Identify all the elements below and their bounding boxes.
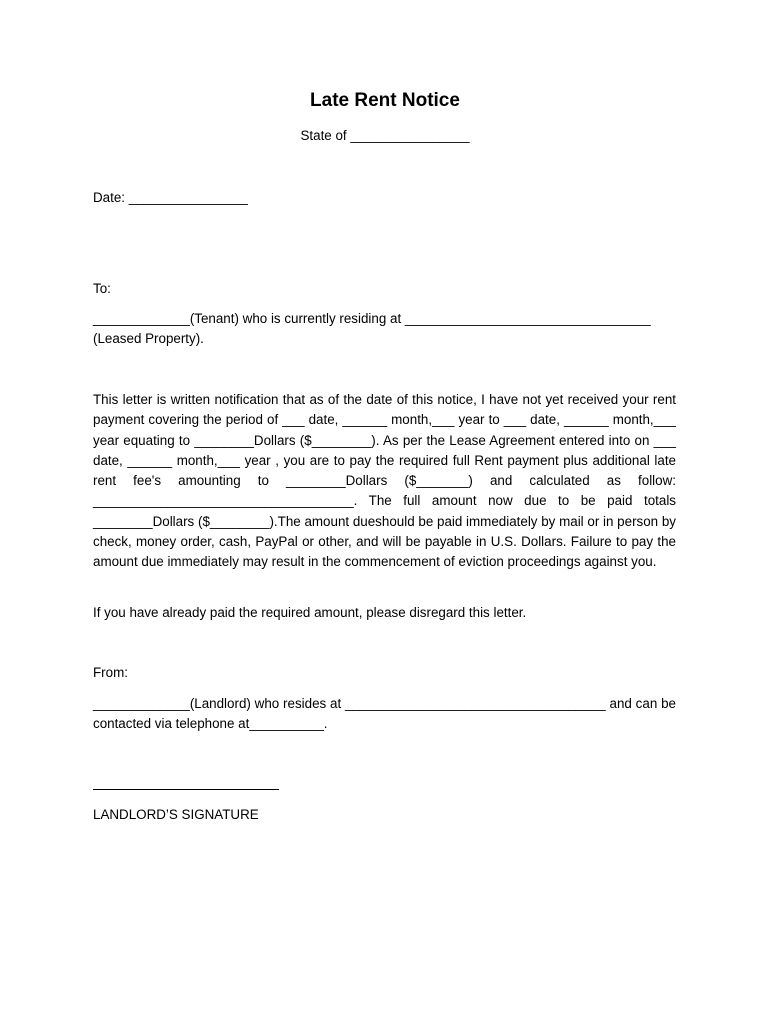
to-label: To: <box>93 281 111 296</box>
notice-body-paragraph: This letter is written notification that as of the date of this notice, I have not yet received your rent payment covering the period of ___ date, ______ month,___ year to ___ date, ______ month,___ year equating to ________Dollars ($________). As per the Lease Agreement entered into on ___ date, ______ month,___ year , you are to pay the required full Rent payment plus additional late rent fee's amounting to ________Dollars ($_______) and calculated as follow: ___________________________________. The full amount now due to be paid totals ________Dollars ($________).The amount dueshould be paid immediately by mail or in person by check, money order, cash, PayPal or other, and will be payable in U.S. Dollars. Failure to pay the amount due immediately may result in the commencement of eviction proceedings against you. <box>93 392 676 570</box>
from-label: From: <box>93 665 128 680</box>
date-line: Date: ________________ <box>93 190 248 205</box>
tenant-line-2: (Leased Property). <box>93 331 204 346</box>
document-title: Late Rent Notice <box>310 90 460 111</box>
signature-line <box>93 789 279 790</box>
tenant-line-1: _____________(Tenant) who is currently residing at _________________________________ <box>93 311 651 326</box>
signature-label: LANDLORD’S SIGNATURE <box>93 807 259 822</box>
disregard-line: If you have already paid the required amount, please disregard this letter. <box>93 605 527 620</box>
landlord-paragraph: _____________(Landlord) who resides at ___________________________________ and can be contacted via telephone at__________. <box>93 696 676 732</box>
state-line: State of ________________ <box>300 128 470 143</box>
